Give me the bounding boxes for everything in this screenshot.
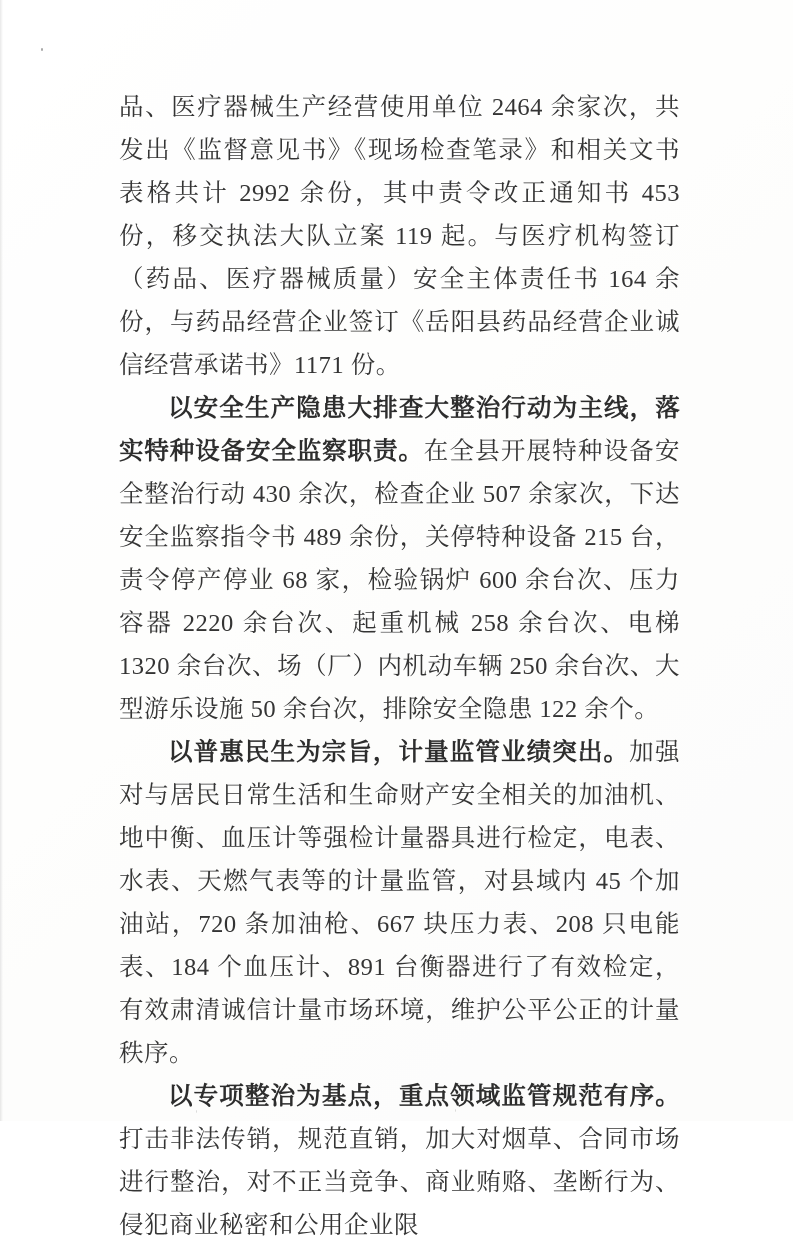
document-body [119, 86, 680, 1247]
paragraph-lead: 以普惠民生为宗旨，计量监管业绩突出。 [168, 739, 630, 766]
paragraph-lead: 以专项整治为基点，重点领域监管规范有序。 [168, 1083, 680, 1110]
paragraph-text: 品、医疗器械生产经营使用单位 2464 余家次，共发出《监督意见书》《现场检查笔录》和相关文书表格共计 2992 余份，其中责令改正通知书 453 份，移交执法大队立案 119 起。与医疗机构签订（药品、医疗器械质量）安全主体责任书 164 余份，与药品经营企业签订《岳阳县药品经营企业诚信经营承诺书》1171 份。 [119, 94, 680, 379]
scan-speck [41, 48, 43, 51]
paragraph-text: 在全县开展特种设备安全整治行动 430 余次，检查企业 507 余家次，下达安全监察指令书 489 余份，关停特种设备 215 台，责令停产停业 68 家，检验锅炉 600 余台次、压力容器 2220 余台次、起重机械 258 余台次、电梯 1320 余台次、场（厂）内机动车辆 250 余台次、大型游乐设施 50 余台次，排除安全隐患 122 余个。 [119, 438, 681, 723]
paragraph-special-rectification [119, 1075, 680, 1247]
scan-edge-shadow [0, 0, 3, 1121]
paragraph-text: 加强对与居民日常生活和生命财产安全相关的加油机、地中衡、血压计等强检计量器具进行检定，电表、水表、天燃气表等的计量监管，对县域内 45 个加油站，720 条加油枪、667 块压力表、208 只电能表、184 个血压计、891 台衡器进行了有效检定，有效肃清诚信计量市场环境，维护公平公正的计量秩序。 [119, 739, 680, 1067]
paragraph-metrology [119, 731, 680, 1075]
paragraph-text: 打击非法传销，规范直销，加大对烟草、合同市场进行整治，对不正当竞争、商业贿赂、垄断行为、侵犯商业秘密和公用企业限 [119, 1126, 680, 1239]
paragraph-continuation [119, 86, 680, 387]
paragraph-special-equipment [119, 387, 680, 731]
paragraph-lead: 以安全生产隐患大排查大整治行动为主线，落实特种设备安全监察职责。 [119, 395, 680, 465]
